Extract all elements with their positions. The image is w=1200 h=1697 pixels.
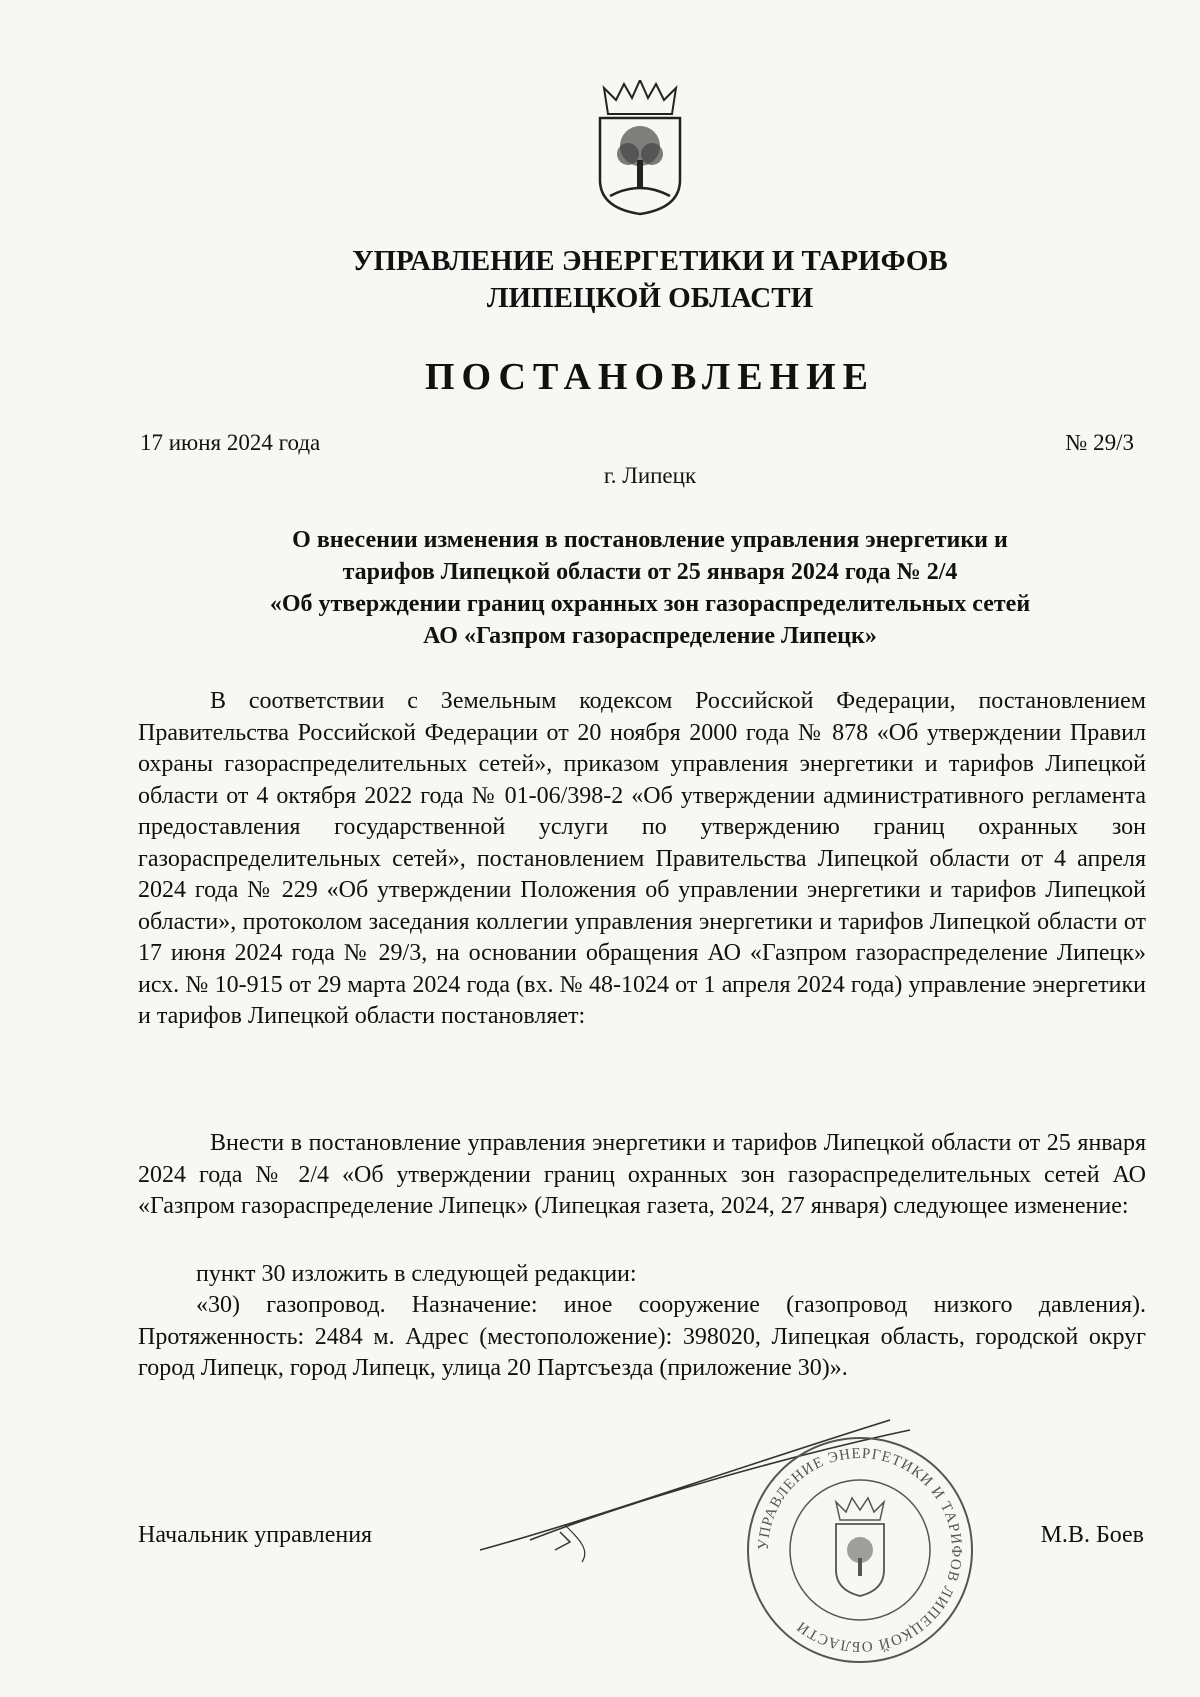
official-stamp — [740, 1430, 980, 1670]
signatory-name: М.В. Боев — [1040, 1522, 1144, 1548]
decision-paragraph: Внести в постановление управления энергетики и тарифов Липецкой области от 25 января 2024 года № 2/4 «Об утверждении границ охранных зон газораспределительных сетей АО «Газпром газораспределение Липецк» (Липецкая газета, 2024, 27 января) следующее изменение: — [138, 1130, 1146, 1219]
title-line-2: тарифов Липецкой области от 25 января 2024 года № 2/4 — [342, 559, 958, 585]
new-text-paragraph: «30) газопровод. Назначение: иное сооружение (газопровод низкого давления). Протяженность: 2484 м. Адрес (местоположение): 398020, Липецкая область, городской округ город Липецк, город Липецк, улица 20 Партсъезда (приложение 30)». — [138, 1292, 1146, 1381]
title-line-1: О внесении изменения в постановление управления энергетики и — [292, 527, 1008, 553]
stamp-ring-text: УПРАВЛЕНИЕ ЭНЕРГЕТИКИ И ТАРИФОВ ЛИПЕЦКОЙ ОБЛАСТИ — [755, 1445, 965, 1655]
coat-of-arms-icon — [592, 80, 688, 216]
amendment-item: пункт 30 изложить в следующей редакции: — [196, 1261, 637, 1287]
org-line-1: УПРАВЛЕНИЕ ЭНЕРГЕТИКИ И ТАРИФОВ — [352, 245, 948, 277]
title-line-4: АО «Газпром газораспределение Липецк» — [423, 623, 877, 649]
document-type: ПОСТАНОВЛЕНИЕ — [424, 356, 876, 398]
issuing-authority — [180, 243, 1120, 317]
document-number: № 29/3 — [1065, 430, 1134, 455]
document-city: г. Липецк — [603, 463, 697, 488]
document-date: 17 июня 2024 года — [140, 430, 321, 455]
preamble-paragraph: В соответствии с Земельным кодексом Российской Федерации, постановлением Правительства Российской Федерации от 20 ноября 2000 года № 878 «Об утверждении Правил охраны газораспределительных сетей», приказом управления энергетики и тарифов Липецкой области от 4 октября 2022 года № 01-06/398-2 «Об утверждении административного регламента предоставления государственной услуги по утверждению границ охранных зон газораспределительных сетей», постановлением Правительства Липецкой области от 4 апреля 2024 года № 229 «Об утверждении Положения об управлении энергетики и тарифов Липецкой области», протоколом заседания коллегии управления энергетики и тарифов Липецкой области от 17 июня 2024 года № 29/3, на основании обращения АО «Газпром газораспределение Липецк» исх. № 10-915 от 29 марта 2024 года (вх. № 48-1024 от 1 апреля 2024 года) управление энергетики и тарифов Липецкой области постановляет: — [138, 688, 1146, 1029]
org-line-2: ЛИПЕЦКОЙ ОБЛАСТИ — [486, 282, 814, 314]
signatory-position: Начальник управления — [138, 1522, 373, 1548]
title-line-3: «Об утверждении границ охранных зон газораспределительных сетей — [269, 591, 1031, 617]
document-title — [180, 524, 1120, 652]
